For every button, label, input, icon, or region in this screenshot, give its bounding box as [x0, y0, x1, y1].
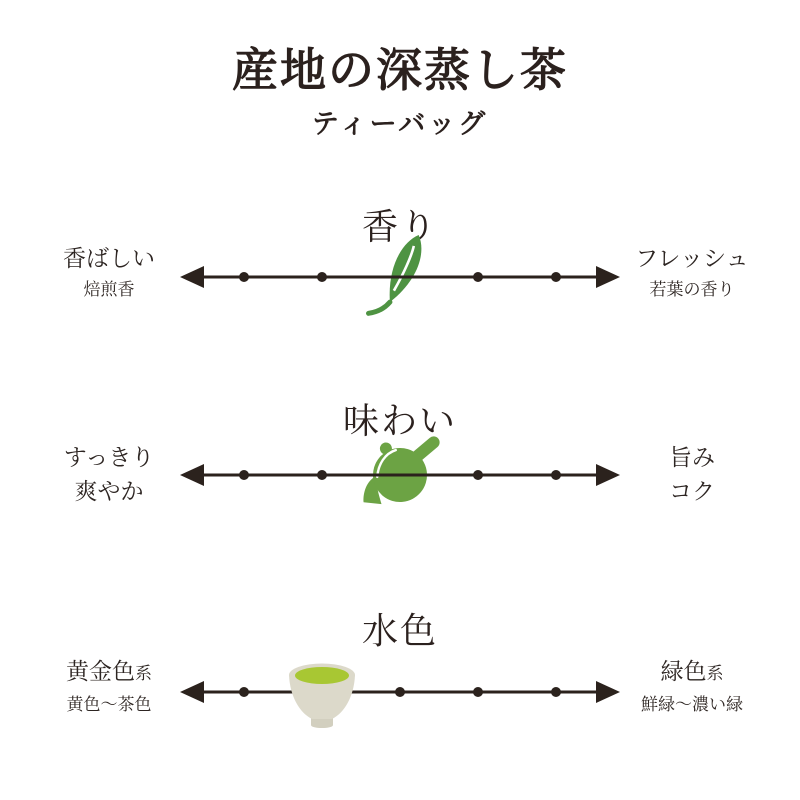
right-arrow-icon [596, 464, 620, 486]
left-label-main: 香ばしい [63, 246, 155, 272]
scale-dot [473, 687, 483, 697]
scale-dot [551, 470, 561, 480]
scale-dot [317, 470, 327, 480]
scale-axis [175, 637, 625, 747]
scale-right-label [612, 441, 772, 509]
scale-dot [551, 272, 561, 282]
teapot-icon [343, 422, 452, 520]
page-title: 産地の深蒸し茶 [232, 43, 568, 97]
right-label-main: フレッシュ [635, 246, 749, 272]
right-label-main: 緑色系 [660, 659, 724, 685]
left-arrow-icon [180, 266, 204, 288]
scale-dot [551, 687, 561, 697]
left-label-sub: 爽やか [74, 479, 144, 505]
scale-title: 味わい [342, 401, 457, 442]
right-label-suffix: 系 [706, 664, 724, 684]
scale-title: 香り [361, 207, 438, 248]
left-label-sub: 焙煎香 [83, 280, 135, 300]
scale-dot [239, 272, 249, 282]
scale-left-label [29, 655, 189, 719]
left-label-main: すっきり [63, 445, 155, 471]
left-arrow-icon [180, 681, 204, 703]
scale-axis [175, 222, 625, 332]
right-label-sub: 鮮緑〜濃い緑 [641, 695, 743, 715]
scale-right-label [612, 242, 772, 304]
page-subtitle: ティーバッグ [311, 109, 489, 140]
scale-dot [473, 272, 483, 282]
right-arrow-icon [596, 681, 620, 703]
scale-axis [175, 420, 625, 530]
scale-dot [317, 272, 327, 282]
scale-right-label [612, 655, 772, 719]
teacup-icon [289, 664, 355, 729]
left-arrow-icon [180, 464, 204, 486]
right-arrow-icon [596, 266, 620, 288]
scale-left-label [29, 441, 189, 509]
scale-left-label [29, 242, 189, 304]
left-label-main: 黄金色系 [66, 659, 152, 685]
scale-dot [239, 470, 249, 480]
scale-dot [239, 687, 249, 697]
right-label-sub: 若葉の香り [649, 280, 735, 300]
scale-dot [395, 687, 405, 697]
right-label-sub: コク [669, 479, 715, 505]
left-label-sub: 黄色〜茶色 [66, 695, 152, 715]
right-label-main: 旨み [669, 445, 715, 471]
scale-dot [473, 470, 483, 480]
scale-title: 水色 [361, 611, 438, 652]
left-label-suffix: 系 [135, 664, 152, 684]
